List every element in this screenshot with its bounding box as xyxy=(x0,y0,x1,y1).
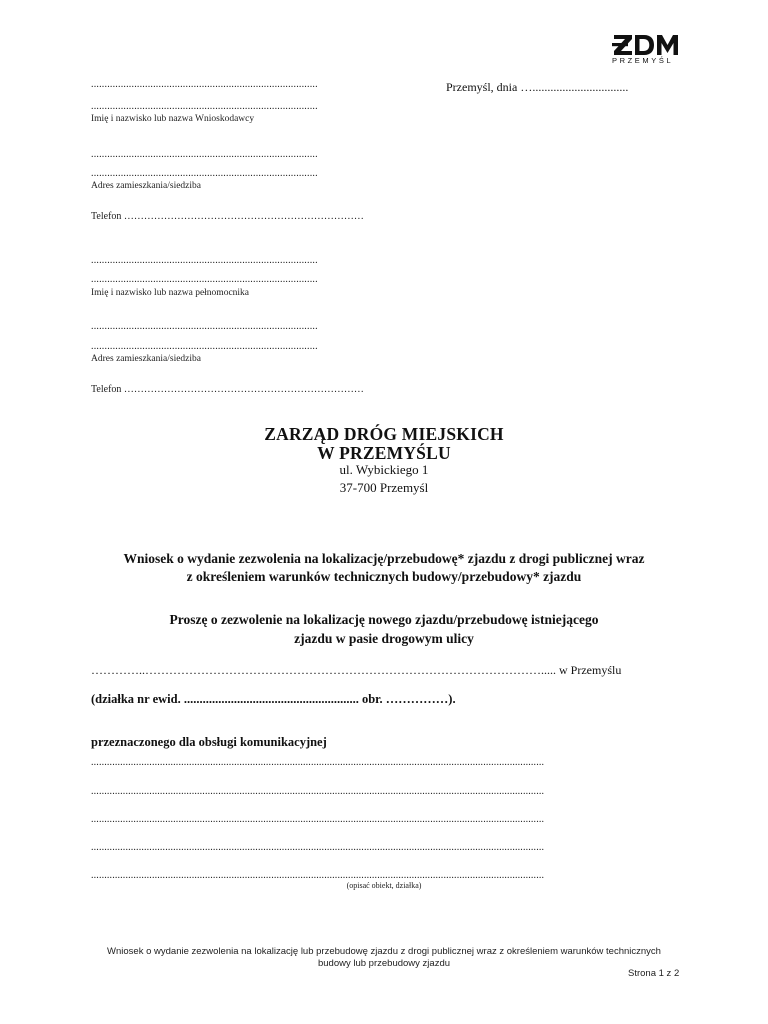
recipient-title-line-2: W PRZEMYŚLU xyxy=(317,443,451,463)
purpose-caption: (opisać obiekt, działka) xyxy=(346,881,422,890)
proxy-address-caption: Adres zamieszkania/siedziba xyxy=(91,354,201,364)
purpose-line-2: ........................................................................................................................................................................... xyxy=(91,786,545,797)
request-title-line-1: Wniosek o wydanie zezwolenia na lokalizację/przebudowę* zjazdu z drogi publicznej wraz xyxy=(123,551,645,566)
applicant-address-line-2: .................................................................................... xyxy=(91,168,318,179)
applicant-name-line-2: .................................................................................... xyxy=(91,101,318,112)
zdm-logo-mark xyxy=(612,33,680,57)
proxy-address-line-1: .................................................................................... xyxy=(91,321,318,332)
proxy-address-line-2: .................................................................................... xyxy=(91,341,318,352)
purpose-label: przeznaczonego dla obsługi komunikacyjnej xyxy=(91,735,327,749)
page-number: Strona 1 z 2 xyxy=(628,968,680,979)
applicant-address-caption: Adres zamieszkania/siedziba xyxy=(91,181,201,191)
footer-line-1: Wniosek o wydanie zezwolenia na lokalizację lub przebudowę zjazdu z drogi publicznej wraz z określeniem warunków technicznych xyxy=(107,946,661,957)
date-line: Przemyśl, dnia …................................ xyxy=(446,80,629,94)
purpose-line-1: ........................................................................................................................................................................... xyxy=(91,757,545,768)
applicant-address-line-1: .................................................................................... xyxy=(91,149,318,160)
applicant-name-caption: Imię i nazwisko lub nazwa Wnioskodawcy xyxy=(91,114,255,124)
applicant-phone-line: Telefon ……………………………………………………………… xyxy=(91,211,364,222)
applicant-name-line-1: .................................................................................... xyxy=(91,79,318,90)
recipient-title-line-1: ZARZĄD DRÓG MIEJSKICH xyxy=(264,424,504,444)
plot-line: (działka nr ewid. ........................................................ obr. ……………). xyxy=(91,692,456,706)
request-body-line-1: Proszę o zezwolenie na lokalizację nowego zjazdu/przebudowę istniejącego xyxy=(169,612,599,627)
footer-line-2: budowy lub przebudowy zjazdu xyxy=(317,958,451,969)
purpose-line-3: ........................................................................................................................................................................... xyxy=(91,814,545,825)
street-line xyxy=(91,663,621,678)
proxy-name-line-1: .................................................................................... xyxy=(91,255,318,266)
request-title-line-2: z określeniem warunków technicznych budowy/przebudowy* zjazdu xyxy=(186,569,582,584)
recipient-city: 37-700 Przemyśl xyxy=(339,480,429,495)
proxy-phone-line: Telefon ……………………………………………………………… xyxy=(91,384,364,395)
recipient-street: ul. Wybickiego 1 xyxy=(339,462,429,477)
purpose-line-5: ........................................................................................................................................................................... xyxy=(91,870,545,881)
proxy-name-caption: Imię i nazwisko lub nazwa pełnomocnika xyxy=(91,288,250,298)
request-body-line-2: zjazdu w pasie drogowym ulicy xyxy=(294,631,474,646)
proxy-name-line-2: .................................................................................... xyxy=(91,274,318,285)
purpose-line-4: ........................................................................................................................................................................... xyxy=(91,842,545,853)
logo-subtitle: PRZEMYŚL xyxy=(612,56,674,65)
street-line-text: …………..………………………………………………………………………………………..... w Przemyślu xyxy=(91,663,622,677)
